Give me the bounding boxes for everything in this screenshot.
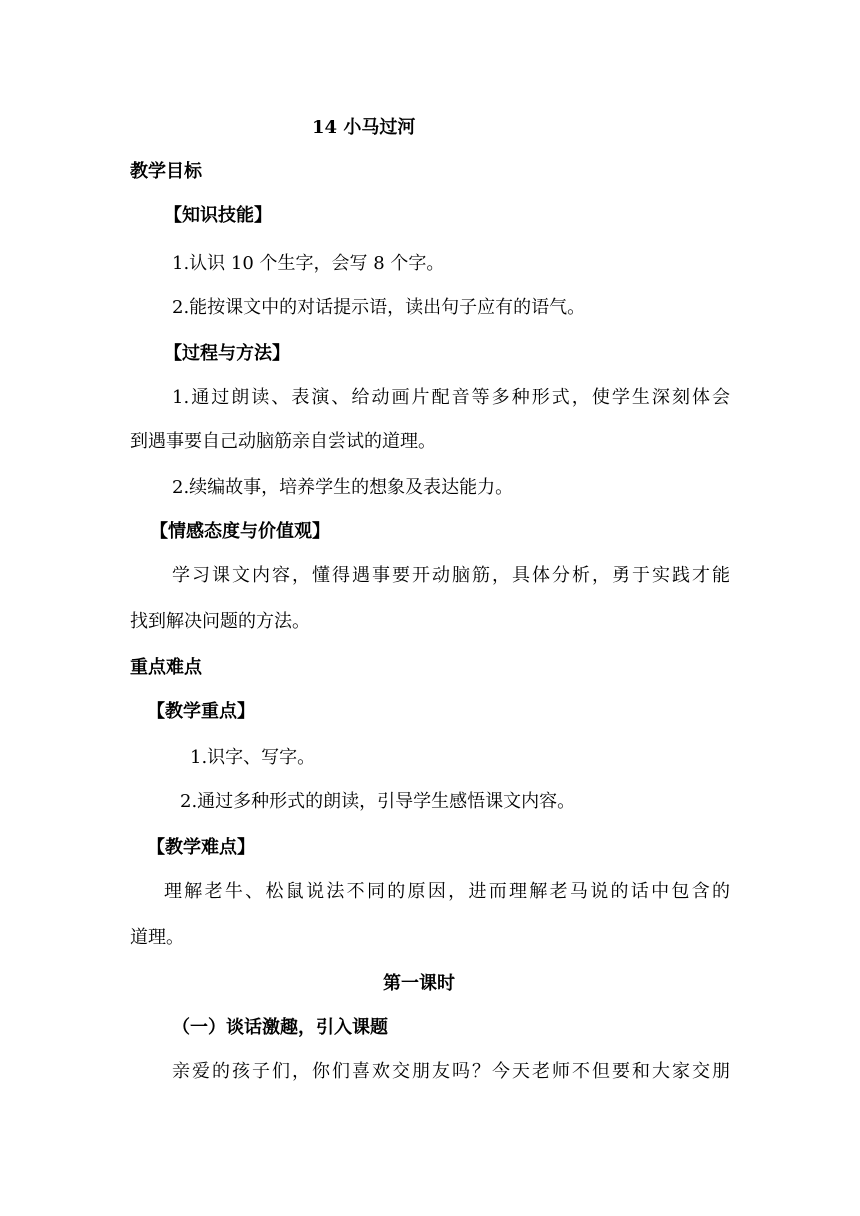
emotion-line-1: 学习课文内容，懂得遇事要开动脑筋，具体分析，勇于实践才能 [172,565,730,586]
process-item-1-line-2: 到遇事要自己动脑筋亲自尝试的道理。 [130,431,436,452]
key-points-heading: 重点难点 [130,657,202,678]
teaching-focus-heading: 【教学重点】 [147,701,255,722]
knowledge-skills-heading: 【知识技能】 [164,205,272,226]
emotion-values-heading: 【情感态度与价值观】 [150,521,330,542]
emotion-line-2: 找到解决问题的方法。 [130,611,310,632]
process-item-1-line-1: 1.通过朗读、表演、给动画片配音等多种形式，使学生深刻体会 [172,387,730,408]
lesson-heading: 第一课时 [383,973,455,994]
difficulty-line-2: 道理。 [130,927,184,948]
knowledge-item-2: 2.能按课文中的对话提示语，读出句子应有的语气。 [172,297,586,318]
focus-item-1: 1.识字、写字。 [190,747,316,768]
process-item-2: 2.续编故事，培养学生的想象及表达能力。 [172,477,514,498]
section-1-heading: （一）谈话激趣，引入课题 [172,1017,388,1038]
objectives-heading: 教学目标 [130,161,202,182]
focus-item-2: 2.通过多种形式的朗读，引导学生感悟课文内容。 [180,791,576,812]
section-1-line-1: 亲爱的孩子们，你们喜欢交朋友吗？今天老师不但要和大家交朋 [172,1061,730,1082]
process-method-heading: 【过程与方法】 [164,343,290,364]
page-title: 14 小马过河 [312,117,416,138]
knowledge-item-1: 1.认识 10 个生字，会写 8 个字。 [172,253,445,274]
teaching-difficulty-heading: 【教学难点】 [147,837,255,858]
difficulty-line-1: 理解老牛、松鼠说法不同的原因，进而理解老马说的话中包含的 [164,881,730,902]
